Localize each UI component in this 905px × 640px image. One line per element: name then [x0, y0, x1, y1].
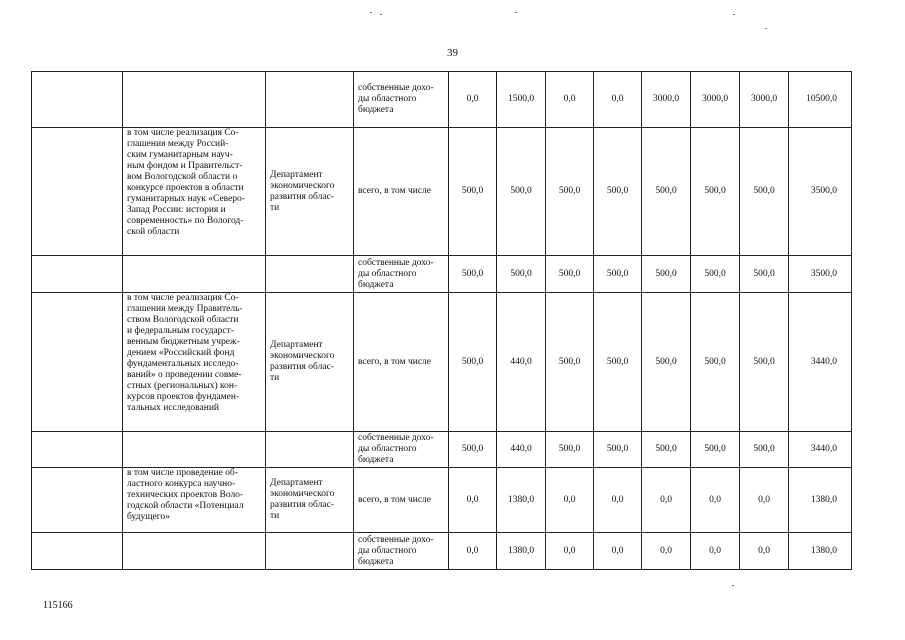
value-cell: 500,0 [594, 293, 642, 432]
scan-speck [732, 585, 734, 586]
value-cell: 500,0 [740, 432, 789, 468]
value-cell: 0,0 [449, 468, 497, 533]
funding-source-cell-text: собственные дохо- ды областного бюджета [358, 433, 434, 465]
total-value-cell: 10500,0 [789, 72, 852, 128]
value-cell: 500,0 [642, 293, 691, 432]
value-cell: 0,0 [546, 468, 594, 533]
value-cell: 0,0 [642, 468, 691, 533]
funding-source-cell-text: всего, в том числе [358, 356, 432, 367]
department-cell [266, 293, 354, 432]
scan-speck [370, 12, 372, 13]
value-cell: 0,0 [594, 533, 642, 570]
value-cell: 0,0 [594, 72, 642, 128]
scan-speck [380, 14, 382, 15]
index-cell [32, 533, 123, 570]
document-code: 115166 [43, 600, 73, 611]
page-number: 39 [447, 47, 458, 59]
funding-source-cell [354, 256, 449, 293]
value-cell: 440,0 [497, 432, 546, 468]
value-cell: 500,0 [642, 256, 691, 293]
index-cell [32, 293, 123, 432]
value-cell: 500,0 [546, 432, 594, 468]
value-cell: 500,0 [691, 128, 740, 256]
value-cell: 500,0 [594, 256, 642, 293]
value-cell: 500,0 [497, 128, 546, 256]
funding-source-cell [354, 72, 449, 128]
description-cell-text: в том числе проведение об- ластного конкурса научно- технических проектов Воло- годской области «Потенциал будущего» [127, 468, 244, 522]
funding-source-cell-text: всего, в том числе [358, 494, 432, 505]
value-cell: 0,0 [740, 468, 789, 533]
value-cell: 500,0 [449, 432, 497, 468]
value-cell: 500,0 [594, 128, 642, 256]
value-cell: 0,0 [546, 72, 594, 128]
description-cell-text: в том числе реализация Со- глашения между Правитель- ством Вологодской области и федеральным государст- венным бюджетным учреж- дением «Российский фонд фундаментальных исследо- ваний» о проведении совме- стных (региональных) кон- курсов проектов фундамен- тальных исследований [127, 293, 243, 413]
department-cell-text: Департамент экономического развития облас- ти [270, 340, 335, 383]
value-cell: 500,0 [449, 256, 497, 293]
value-cell: 0,0 [642, 533, 691, 570]
value-cell: 0,0 [691, 533, 740, 570]
description-cell [123, 468, 266, 533]
value-cell: 1500,0 [497, 72, 546, 128]
value-cell: 500,0 [449, 128, 497, 256]
total-value-cell: 3500,0 [789, 256, 852, 293]
value-cell: 3000,0 [691, 72, 740, 128]
value-cell: 1380,0 [497, 468, 546, 533]
budget-table [31, 71, 852, 570]
description-cell-text: в том числе реализация Со- глашения между Россий- ским гуманитарным науч- ным фондом и Правительст- вом Вологодской области о конкурсе проектов в области гуманитарных наук «Северо- Запад России: история и современность» по Вологод- ской области [127, 128, 245, 237]
table-row [32, 128, 852, 256]
value-cell: 3000,0 [740, 72, 789, 128]
index-cell [32, 256, 123, 293]
department-cell [266, 72, 354, 128]
table-row [32, 256, 852, 293]
funding-source-cell [354, 432, 449, 468]
scan-speck [515, 12, 517, 13]
value-cell: 500,0 [691, 293, 740, 432]
department-cell-text: Департамент экономического развития облас- ти [270, 478, 335, 521]
department-cell [266, 256, 354, 293]
table-row [32, 533, 852, 570]
table-row [32, 293, 852, 432]
value-cell: 500,0 [594, 432, 642, 468]
funding-source-cell-text: собственные дохо- ды областного бюджета [358, 257, 434, 290]
total-value-cell: 1380,0 [789, 468, 852, 533]
table-row [32, 432, 852, 468]
table-row [32, 72, 852, 128]
index-cell [32, 468, 123, 533]
index-cell [32, 432, 123, 468]
total-value-cell: 1380,0 [789, 533, 852, 570]
value-cell: 500,0 [740, 128, 789, 256]
value-cell: 500,0 [691, 256, 740, 293]
value-cell: 440,0 [497, 293, 546, 432]
department-cell [266, 468, 354, 533]
value-cell: 500,0 [691, 432, 740, 468]
total-value-cell: 3500,0 [789, 128, 852, 256]
value-cell: 500,0 [546, 256, 594, 293]
index-cell [32, 72, 123, 128]
description-cell [123, 293, 266, 432]
department-cell [266, 533, 354, 570]
total-value-cell: 3440,0 [789, 432, 852, 468]
description-cell [123, 533, 266, 570]
description-cell [123, 72, 266, 128]
funding-source-cell [354, 533, 449, 570]
value-cell: 3000,0 [642, 72, 691, 128]
value-cell: 500,0 [497, 256, 546, 293]
value-cell: 0,0 [546, 533, 594, 570]
value-cell: 0,0 [594, 468, 642, 533]
value-cell: 500,0 [642, 128, 691, 256]
value-cell: 500,0 [740, 256, 789, 293]
funding-source-cell [354, 293, 449, 432]
description-cell [123, 128, 266, 256]
value-cell: 0,0 [449, 533, 497, 570]
value-cell: 0,0 [740, 533, 789, 570]
funding-source-cell [354, 468, 449, 533]
description-cell [123, 256, 266, 293]
index-cell [32, 128, 123, 256]
department-cell-text: Департамент экономического развития облас- ти [270, 169, 335, 213]
value-cell: 0,0 [449, 72, 497, 128]
table-row [32, 468, 852, 533]
value-cell: 500,0 [546, 293, 594, 432]
department-cell [266, 432, 354, 468]
scan-speck [765, 28, 767, 29]
value-cell: 500,0 [740, 293, 789, 432]
funding-source-cell-text: собственные дохо- ды областного бюджета [358, 534, 434, 567]
department-cell [266, 128, 354, 256]
value-cell: 500,0 [642, 432, 691, 468]
funding-source-cell [354, 128, 449, 256]
value-cell: 500,0 [546, 128, 594, 256]
funding-source-cell-text: всего, в том числе [358, 186, 432, 196]
value-cell: 1380,0 [497, 533, 546, 570]
description-cell [123, 432, 266, 468]
value-cell: 0,0 [691, 468, 740, 533]
total-value-cell: 3440,0 [789, 293, 852, 432]
value-cell: 500,0 [449, 293, 497, 432]
scan-speck [733, 14, 735, 15]
funding-source-cell-text: собственные дохо- ды областного бюджета [358, 83, 434, 115]
